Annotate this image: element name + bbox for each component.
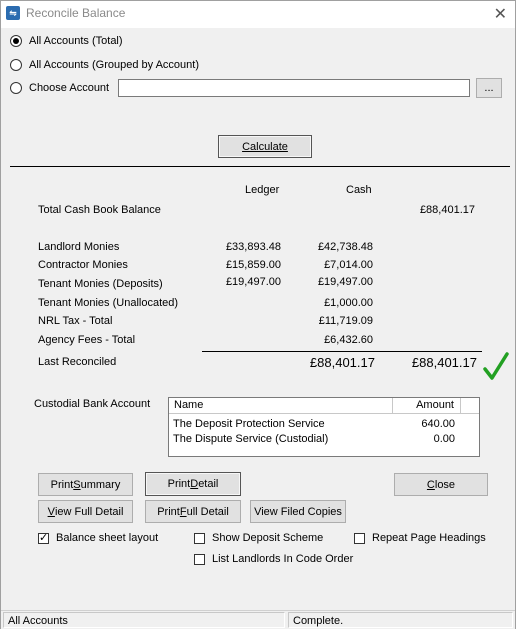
checkbox-indicator[interactable] [194, 533, 205, 544]
row-label: Tenant Monies (Unallocated) [38, 297, 179, 309]
checkbox-indicator[interactable] [38, 533, 49, 544]
btn-label-accel: S [73, 478, 81, 491]
radio-label: All Accounts (Total) [29, 35, 123, 47]
total-cash-book-label: Total Cash Book Balance [38, 204, 161, 216]
close-button[interactable] [394, 473, 488, 496]
radio-all-accounts-total[interactable] [10, 33, 123, 49]
radio-choose-account[interactable] [10, 80, 109, 96]
view-full-detail-button[interactable] [38, 500, 133, 523]
account-input[interactable] [118, 79, 470, 97]
row-ledger: £15,859.00 [225, 259, 281, 271]
checkbox-indicator[interactable] [354, 533, 365, 544]
btn-label-pre: Print [50, 478, 74, 491]
btn-label: View Filed Copies [254, 505, 342, 518]
browse-button-label: ... [484, 82, 494, 94]
last-reconciled-balance: £88,401.17 [411, 355, 477, 370]
custodial-item-name: The Dispute Service (Custodial) [173, 433, 329, 445]
custodial-item-amount: 0.00 [433, 433, 455, 445]
print-detail-button[interactable] [145, 472, 241, 496]
view-filed-copies-button[interactable] [250, 500, 346, 523]
row-cash: £11,719.09 [318, 315, 373, 327]
row-cash: £42,738.48 [317, 241, 373, 253]
btn-label-accel: V [47, 505, 55, 518]
row-label: NRL Tax - Total [38, 315, 113, 327]
checkbox-label: Show Deposit Scheme [212, 532, 324, 544]
status-bar [1, 610, 515, 629]
btn-label-accel: F [179, 505, 187, 518]
checkbox-list-landlords-code-order[interactable] [194, 552, 353, 566]
custodial-item-name: The Deposit Protection Service [173, 418, 325, 430]
row-label: Landlord Monies [38, 241, 120, 253]
print-summary-button[interactable] [38, 473, 133, 496]
checkbox-show-deposit-scheme[interactable] [194, 531, 323, 545]
checkbox-repeat-page-headings[interactable] [354, 531, 486, 545]
btn-label-post: lose [434, 478, 456, 491]
close-window-icon[interactable]: ✕ [493, 6, 507, 23]
column-header-name[interactable]: Name [169, 398, 393, 413]
row-cash: £1,000.00 [324, 297, 373, 309]
last-reconciled-label: Last Reconciled [38, 356, 117, 368]
reconciled-tick-icon [483, 351, 509, 381]
checkbox-indicator[interactable] [194, 554, 205, 565]
total-separator-line [202, 351, 482, 352]
btn-label-post: ull Detail [186, 505, 229, 518]
btn-label-post: etail [198, 478, 219, 490]
window-title: Reconcile Balance [26, 6, 126, 20]
radio-indicator[interactable] [10, 59, 22, 71]
checkbox-label: List Landlords In Code Order [212, 553, 354, 565]
list-header [169, 398, 479, 414]
browse-account-button[interactable] [476, 78, 502, 98]
radio-indicator[interactable] [10, 82, 22, 94]
radio-all-accounts-grouped[interactable] [10, 57, 199, 73]
radio-label: All Accounts (Grouped by Account) [29, 59, 199, 71]
custodial-item-amount: 640.00 [421, 418, 455, 430]
checkbox-label: Balance sheet layout [56, 532, 159, 544]
status-message: Complete. [288, 612, 513, 628]
print-full-detail-button[interactable] [145, 500, 241, 523]
radio-indicator[interactable] [10, 35, 22, 47]
title-bar [1, 1, 515, 28]
row-label: Contractor Monies [38, 259, 128, 271]
row-cash: £6,432.60 [324, 334, 373, 346]
custodial-bank-account-label: Custodial Bank Account [34, 398, 151, 410]
radio-label: Choose Account [29, 82, 110, 94]
row-ledger: £33,893.48 [225, 241, 281, 253]
row-ledger: £19,497.00 [225, 276, 281, 288]
separator-line [10, 166, 510, 167]
calculate-button-label: Calculate [242, 140, 288, 153]
row-cash: £19,497.00 [317, 276, 373, 288]
last-reconciled-cash: £88,401.17 [309, 355, 375, 370]
btn-label-pre: Print [157, 505, 180, 518]
calculate-button[interactable] [218, 135, 312, 158]
ledger-header: Ledger [245, 184, 280, 196]
row-label: Agency Fees - Total [38, 334, 136, 346]
btn-label-pre: Print [167, 478, 191, 490]
row-cash: £7,014.00 [324, 259, 373, 271]
column-header-amount[interactable]: Amount [393, 398, 461, 413]
checkbox-balance-sheet-layout[interactable] [38, 531, 158, 545]
btn-label-accel: C [426, 478, 435, 491]
total-cash-book-value: £88,401.17 [419, 204, 475, 216]
custodial-accounts-list[interactable] [168, 397, 480, 457]
btn-label-post: ummary [80, 478, 121, 491]
btn-label-accel: D [190, 478, 199, 490]
row-label: Tenant Monies (Deposits) [38, 278, 163, 290]
app-logo-icon: ⇋ [6, 6, 20, 20]
checkbox-label: Repeat Page Headings [372, 532, 486, 544]
cash-header: Cash [346, 184, 372, 196]
btn-label-post: iew Full Detail [54, 505, 124, 518]
status-scope: All Accounts [3, 612, 285, 628]
